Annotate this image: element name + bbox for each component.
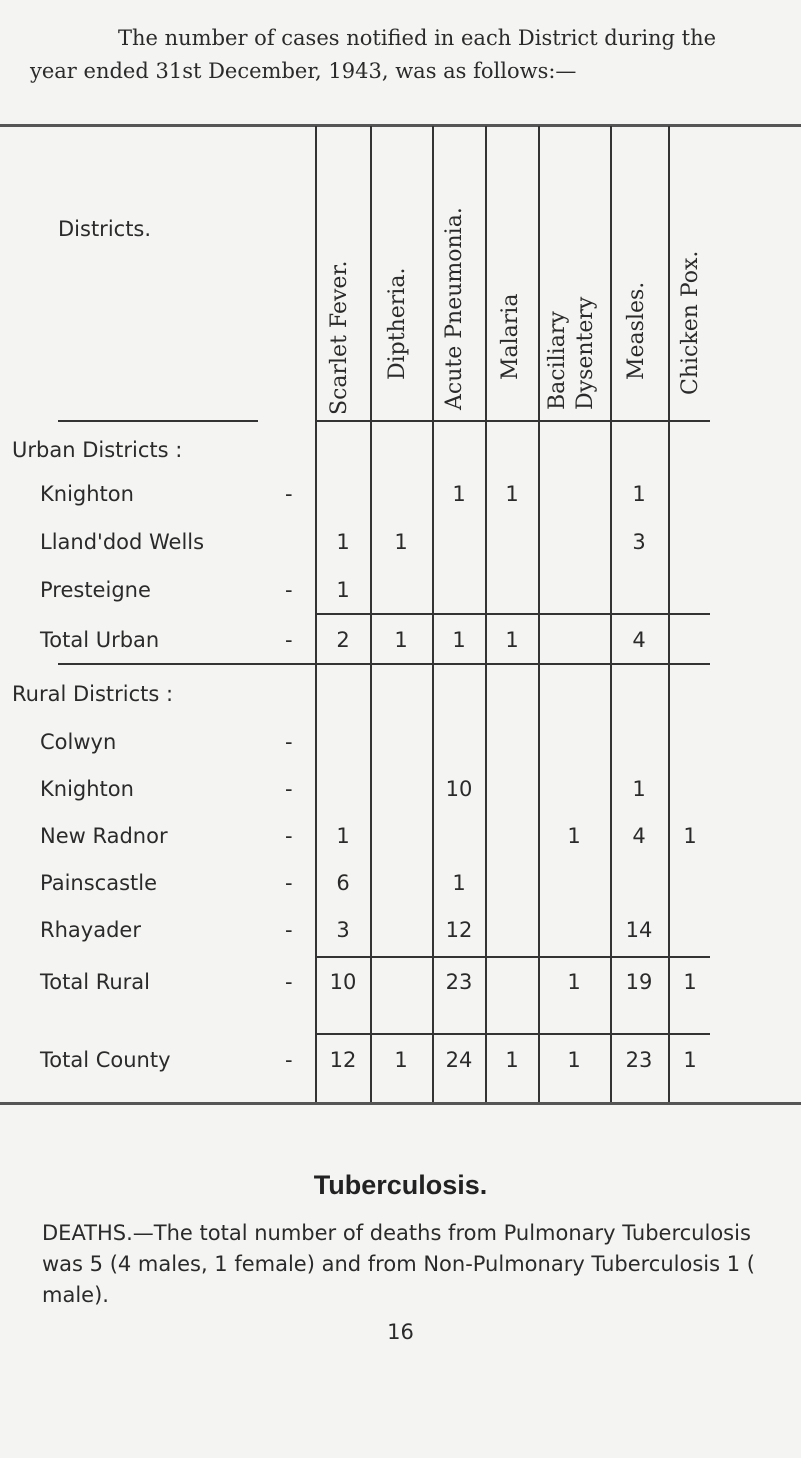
table-cell: 3 <box>632 530 646 554</box>
row-label: Presteigne <box>40 578 151 602</box>
column-header-diptheria: Diptheria. <box>385 267 410 380</box>
table-cell: 1 <box>336 824 350 848</box>
row-dash: - <box>285 824 293 848</box>
table-bottom-rule <box>0 1102 801 1105</box>
row-dash: - <box>285 730 293 754</box>
subtotal-rule <box>315 956 710 958</box>
table-cell: 1 <box>394 1048 408 1072</box>
table-cell: 1 <box>683 970 697 994</box>
row-label-total-rural: Total Rural <box>40 970 151 994</box>
table-cell: 1 <box>394 628 408 652</box>
section-rule <box>58 663 710 665</box>
table-top-rule <box>0 124 801 127</box>
table-cell: 1 <box>452 628 466 652</box>
row-dash: - <box>285 628 293 652</box>
table-cell: 1 <box>336 530 350 554</box>
row-dash: - <box>285 578 293 602</box>
row-dash: - <box>285 871 293 895</box>
intro-line-2: year ended 31st December, 1943, was as follows:— <box>30 59 577 83</box>
intro-paragraph <box>30 22 790 88</box>
row-label: Painscastle <box>40 871 158 895</box>
table-cell: 1 <box>336 578 350 602</box>
table-cell: 2 <box>336 628 350 652</box>
table-cell: 12 <box>445 918 473 942</box>
table-cell: 1 <box>567 970 581 994</box>
row-label: Rhayader <box>40 918 141 942</box>
table-cell: 24 <box>445 1048 473 1072</box>
row-dash: - <box>285 482 293 506</box>
row-dash: - <box>285 970 293 994</box>
table-cell: 10 <box>445 777 473 801</box>
column-header-acute-pneumonia: Acute Pneumonia. <box>442 207 467 410</box>
row-dash: - <box>285 1048 293 1072</box>
table-cell: 3 <box>336 918 350 942</box>
table-cell: 1 <box>632 777 646 801</box>
table-cell: 1 <box>683 1048 697 1072</box>
districts-header: Districts. <box>58 217 152 241</box>
intro-line-1: The number of cases notified in each District during the <box>118 26 717 50</box>
row-label: Lland'dod Wells <box>40 530 205 554</box>
urban-districts-heading: Urban Districts : <box>12 438 183 462</box>
table-cell: 1 <box>505 628 519 652</box>
column-header-malaria: Malaria <box>498 293 523 380</box>
column-header-chicken-pox: Chicken Pox. <box>678 250 703 395</box>
row-label: Knighton <box>40 482 134 506</box>
row-label-total-county: Total County <box>40 1048 171 1072</box>
table-cell: 23 <box>625 1048 653 1072</box>
table-cell: 1 <box>505 482 519 506</box>
table-cell: 1 <box>567 1048 581 1072</box>
table-cell: 6 <box>336 871 350 895</box>
row-label-total-urban: Total Urban <box>40 628 160 652</box>
column-header-scarlet-fever: Scarlet Fever. <box>327 260 352 415</box>
table-cell: 1 <box>452 482 466 506</box>
tuberculosis-heading: Tuberculosis. <box>313 1170 488 1200</box>
row-label: Colwyn <box>40 730 117 754</box>
table-cell: 4 <box>632 628 646 652</box>
table-cell: 1 <box>683 824 697 848</box>
table-cell: 1 <box>394 530 408 554</box>
table-cell: 1 <box>567 824 581 848</box>
row-dash: - <box>285 918 293 942</box>
table-cell: 23 <box>445 970 473 994</box>
table-cell: 19 <box>625 970 653 994</box>
table-cell: 14 <box>625 918 653 942</box>
table-cell: 4 <box>632 824 646 848</box>
column-header-measles: Measles. <box>624 281 649 380</box>
row-label: Knighton <box>40 777 134 801</box>
row-label: New Radnor <box>40 824 168 848</box>
rural-districts-heading: Rural Districts : <box>12 682 174 706</box>
table-cell: 1 <box>452 871 466 895</box>
baciliary-dysentery-text: Baciliary Dysentery <box>545 296 598 410</box>
page-number: 16 <box>387 1320 414 1344</box>
table-cell: 12 <box>329 1048 357 1072</box>
table-cell: 1 <box>632 482 646 506</box>
table-cell: 10 <box>329 970 357 994</box>
subtotal-rule <box>315 1033 710 1035</box>
header-underline <box>58 420 258 422</box>
subtotal-rule <box>315 613 710 615</box>
column-header-baciliary-dysentery <box>544 130 600 410</box>
tuberculosis-deaths-text: DEATHS.—The total number of deaths from Pulmonary Tuberculosis was 5 (4 males, 1 female) and from Non-Pulmonary Tuberculosis 1 ( male). <box>42 1221 755 1307</box>
table-cell: 1 <box>505 1048 519 1072</box>
header-underline <box>315 420 710 422</box>
row-dash: - <box>285 777 293 801</box>
